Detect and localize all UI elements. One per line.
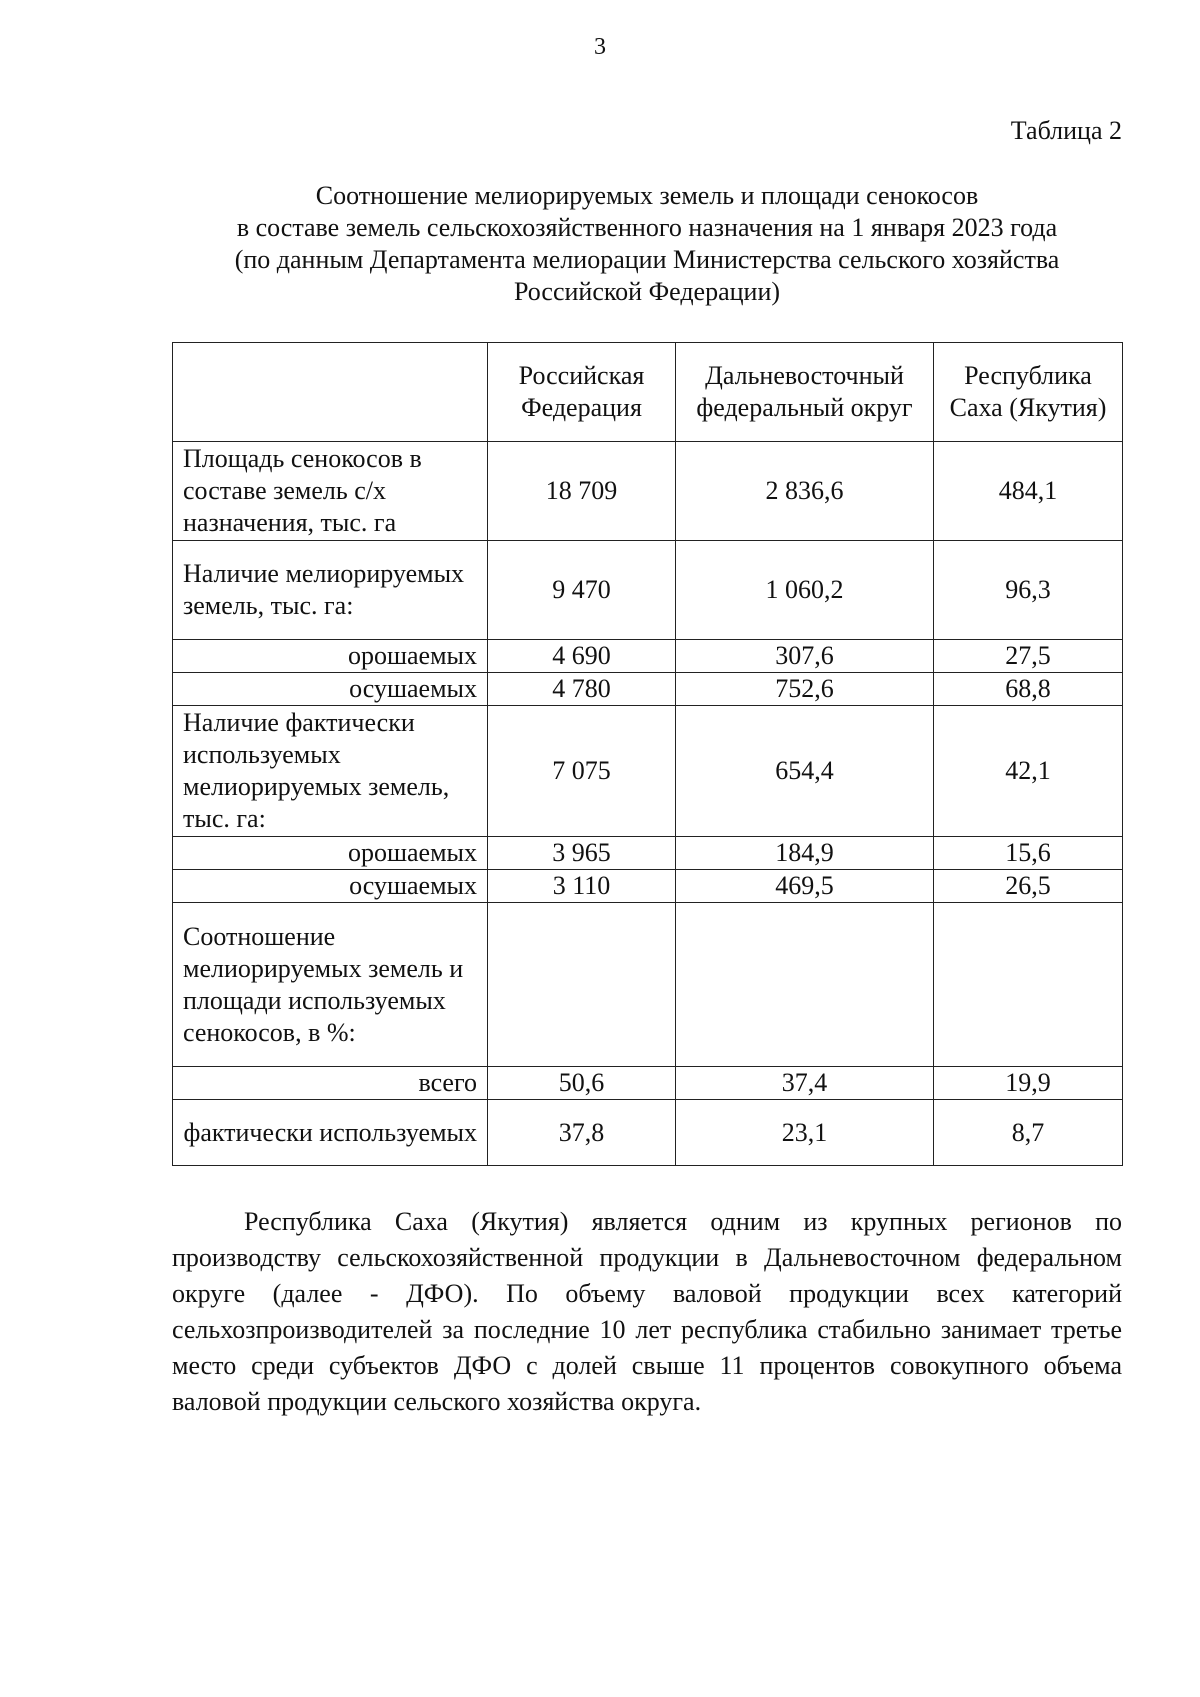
cell-rf: 7 075 [488,706,676,837]
cell-sakha: 26,5 [934,870,1123,903]
header-dfo: Дальневосточный федеральный округ [676,343,934,442]
cell-rf: 3 965 [488,837,676,870]
cell-rf: 50,6 [488,1067,676,1100]
cell-dfo: 37,4 [676,1067,934,1100]
title-line: Соотношение мелиорируемых земель и площади сенокосов [315,181,979,210]
cell-rf: 9 470 [488,541,676,640]
row-label: осушаемых [173,673,488,706]
row-label: орошаемых [173,837,488,870]
cell-dfo: 2 836,6 [676,442,934,541]
cell-rf: 4 780 [488,673,676,706]
cell-dfo: 1 060,2 [676,541,934,640]
cell-dfo: 307,6 [676,640,934,673]
cell-dfo: 184,9 [676,837,934,870]
cell-sakha: 484,1 [934,442,1123,541]
cell-sakha: 68,8 [934,673,1123,706]
table-row [173,903,1123,1067]
row-label: осушаемых [173,870,488,903]
cell-sakha: 15,6 [934,837,1123,870]
cell-rf: 3 110 [488,870,676,903]
row-label: Наличие мелиорируемых земель, тыс. га: [173,541,488,640]
title-line: в составе земель сельскохозяйственного назначения на 1 января 2023 года [236,213,1058,242]
table-row [173,1067,1123,1100]
table-header-row [173,343,1123,442]
table-row [173,870,1123,903]
cell-sakha: 42,1 [934,706,1123,837]
header-sakha: Республика Саха (Якутия) [934,343,1123,442]
title-line: Российской Федерации) [513,277,781,306]
cell-dfo: 23,1 [676,1100,934,1166]
table-label: Таблица 2 [1010,116,1122,145]
row-label: Площадь сенокосов в составе земель с/х назначения, тыс. га [173,442,488,541]
title-line: (по данным Департамента мелиорации Министерства сельского хозяйства [234,245,1060,274]
cell-sakha: 27,5 [934,640,1123,673]
cell-dfo: 469,5 [676,870,934,903]
data-table [172,342,1123,1166]
cell-dfo: 654,4 [676,706,934,837]
cell-sakha [934,903,1123,1067]
row-label: Наличие фактически используемых мелиорируемых земель, тыс. га: [173,706,488,837]
cell-sakha: 96,3 [934,541,1123,640]
paragraph: Республика Саха (Якутия) является одним из крупных регионов по производству сельскохозяйственной продукции в Дальневосточном федеральном округе (далее - ДФО). По объему валовой продукции всех категорий сельхозпроизводителей за последние 10 лет республика стабильно занимает третье место среди субъектов ДФО с долей свыше 11 процентов совокупного объема валовой продукции сельского хозяйства округа. [172,1207,1122,1416]
row-label: фактически используемых [173,1100,488,1166]
table-row [173,442,1123,541]
header-label [173,343,488,442]
cell-dfo: 752,6 [676,673,934,706]
header-rf: Российская Федерация [488,343,676,442]
cell-rf: 37,8 [488,1100,676,1166]
body-text [172,1204,1122,1420]
cell-rf [488,903,676,1067]
row-label: всего [173,1067,488,1100]
row-label: орошаемых [173,640,488,673]
cell-dfo [676,903,934,1067]
table-row [173,837,1123,870]
cell-sakha: 8,7 [934,1100,1123,1166]
page-number: 3 [594,34,606,60]
table-row [173,640,1123,673]
cell-rf: 4 690 [488,640,676,673]
table-title [172,180,1122,308]
cell-sakha: 19,9 [934,1067,1123,1100]
cell-rf: 18 709 [488,442,676,541]
table-row [173,541,1123,640]
table-row [173,673,1123,706]
table-row [173,1100,1123,1166]
table-row [173,706,1123,837]
row-label: Соотношение мелиорируемых земель и площади используемых сенокосов, в %: [173,903,488,1067]
